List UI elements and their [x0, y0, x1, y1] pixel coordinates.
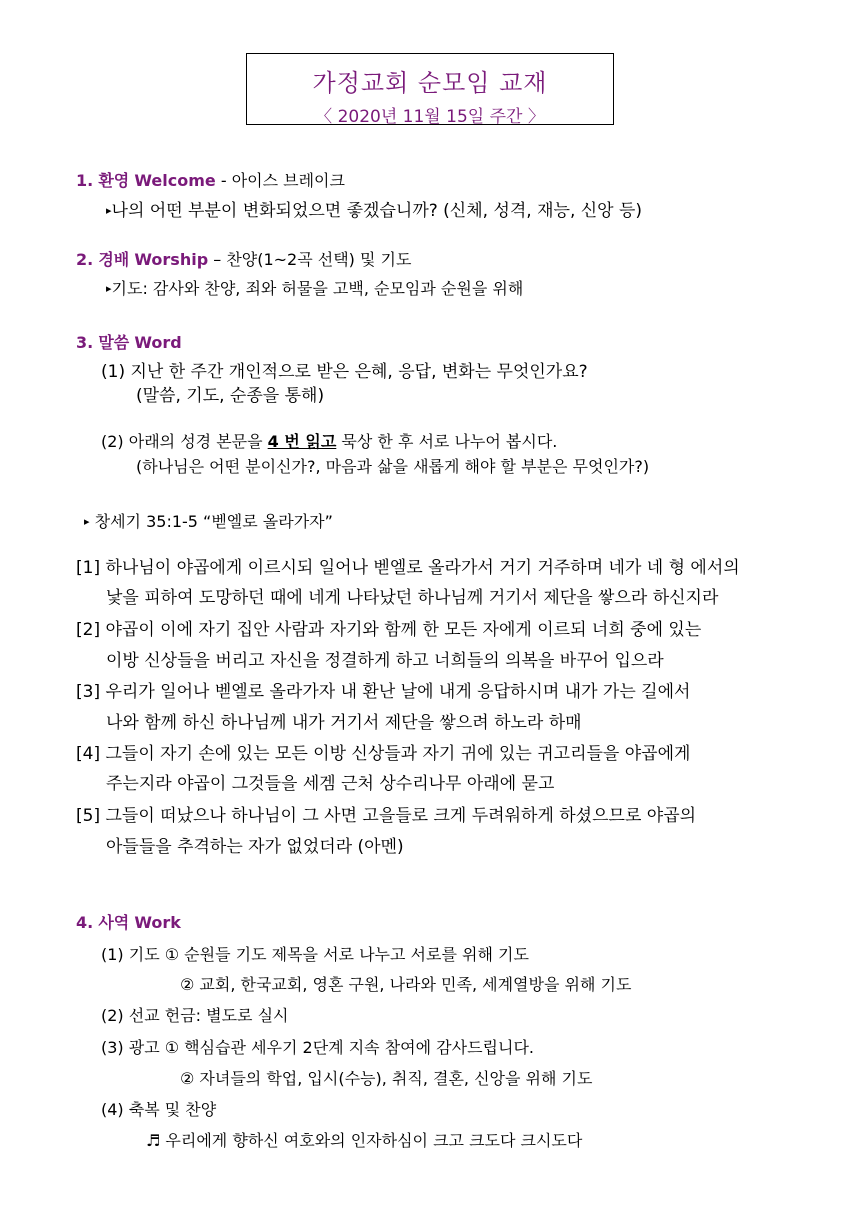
page-title: 가정교회 순모임 교재	[312, 69, 548, 97]
verse-line: [4] 그들이 자기 손에 있는 모든 이방 신상들과 자기 귀에 있는 귀고리들을 야곱에게	[76, 744, 691, 764]
triangle-bullet-icon: ▸	[84, 515, 90, 528]
triangle-bullet-icon: ▸	[106, 282, 112, 295]
section-title-kr: 경배	[98, 250, 130, 269]
word-question-2	[101, 429, 557, 452]
section-title-en: Work	[134, 913, 181, 932]
word-question-2-pre: (2) 아래의 성경 본문을	[101, 432, 268, 451]
word-question-2-note: (하나님은 어떤 분이신가?, 마음과 삶을 새롭게 해야 할 부분은 무엇인가?)	[136, 457, 650, 476]
emphasis-read-four-times: 4 번 읽고	[267, 432, 337, 451]
verse-line: 나와 함께 하신 하나님께 내가 거기서 제단을 쌓으려 하노라 하매	[106, 713, 582, 733]
title-box	[246, 53, 614, 125]
section-number: 1.	[76, 171, 94, 190]
triangle-bullet-icon: ▸	[106, 204, 112, 217]
section-title-en: Word	[134, 333, 182, 352]
section-number: 3.	[76, 333, 94, 352]
worship-prayer-line	[106, 276, 523, 299]
word-question-2-post: 묵상 한 후 서로 나누어 봅시다.	[336, 432, 558, 451]
verse-line: [5] 그들이 떠났으나 하나님이 그 사면 고을들로 크게 두려워하게 하셨으므로 야곱의	[76, 806, 697, 826]
section-title-kr: 말씀	[98, 333, 130, 352]
page-subtitle: 〈 2020년 11월 15일 주간 〉	[315, 107, 545, 127]
work-item: (4) 축복 및 찬양	[101, 1100, 217, 1119]
welcome-question-text: 나의 어떤 부분이 변화되었으면 좋겠습니까? (신체, 성격, 재능, 신앙 등)	[111, 201, 643, 221]
scripture-reference-text: 창세기 35:1-5 “벧엘로 올라가자”	[94, 512, 333, 531]
work-item: (3) 광고 ① 핵심습관 세우기 2단계 지속 참여에 감사드립니다.	[101, 1038, 534, 1057]
section-title-kr: 사역	[98, 913, 130, 932]
section-title-en: Worship	[134, 250, 209, 269]
section-number: 2.	[76, 250, 94, 269]
section-word-heading	[76, 330, 182, 353]
section-worship-heading	[76, 247, 411, 270]
verse-line: 아들들을 추격하는 자가 없었더라 (아멘)	[106, 837, 404, 857]
verse-line: [3] 우리가 일어나 벧엘로 올라가자 내 환난 날에 내게 응답하시며 내가 가는 길에서	[76, 682, 691, 702]
section-work-heading	[76, 910, 181, 933]
verse-line: 낯을 피하여 도망하던 때에 네게 나타났던 하나님께 거기서 제단을 쌓으라 하신지라	[106, 588, 719, 608]
section-desc: - 아이스 브레이크	[215, 171, 345, 190]
word-question-1: (1) 지난 한 주간 개인적으로 받은 은혜, 응답, 변화는 무엇인가요?	[101, 362, 588, 382]
scripture-reference	[84, 509, 333, 532]
work-item: (1) 기도 ① 순원들 기도 제목을 서로 나누고 서로를 위해 기도	[101, 945, 529, 964]
work-item: ② 자녀들의 학업, 입시(수능), 취직, 결혼, 신앙을 위해 기도	[180, 1069, 593, 1088]
verse-line: [1] 하나님이 야곱에게 이르시되 일어나 벧엘로 올라가서 거기 거주하며 네가 네 형 에서의	[76, 558, 740, 578]
verse-line: 이방 신상들을 버리고 자신을 정결하게 하고 너희들의 의복을 바꾸어 입으라	[106, 651, 664, 671]
word-question-1-note: (말씀, 기도, 순종을 통해)	[136, 386, 325, 406]
verse-line: 주는지라 야곱이 그것들을 세겜 근처 상수리나무 아래에 묻고	[106, 774, 555, 794]
work-item: ② 교회, 한국교회, 영혼 구원, 나라와 민족, 세계열방을 위해 기도	[180, 975, 632, 994]
worship-prayer-text: 기도: 감사와 찬양, 죄와 허물을 고백, 순모임과 순원을 위해	[111, 279, 524, 298]
section-welcome-heading	[76, 168, 345, 191]
section-desc: – 찬양(1~2곡 선택) 및 기도	[208, 250, 412, 269]
work-item-song: ♬ 우리에게 향하신 여호와의 인자하심이 크고 크도다 크시도다	[146, 1131, 583, 1150]
work-item: (2) 선교 헌금: 별도로 실시	[101, 1006, 289, 1025]
verse-line: [2] 야곱이 이에 자기 집안 사람과 자기와 함께 한 모든 자에게 이르되 너희 중에 있는	[76, 620, 702, 640]
welcome-question	[106, 196, 642, 221]
section-number: 4.	[76, 913, 94, 932]
section-title-kr: 환영	[98, 171, 130, 190]
section-title-en: Welcome	[134, 171, 216, 190]
